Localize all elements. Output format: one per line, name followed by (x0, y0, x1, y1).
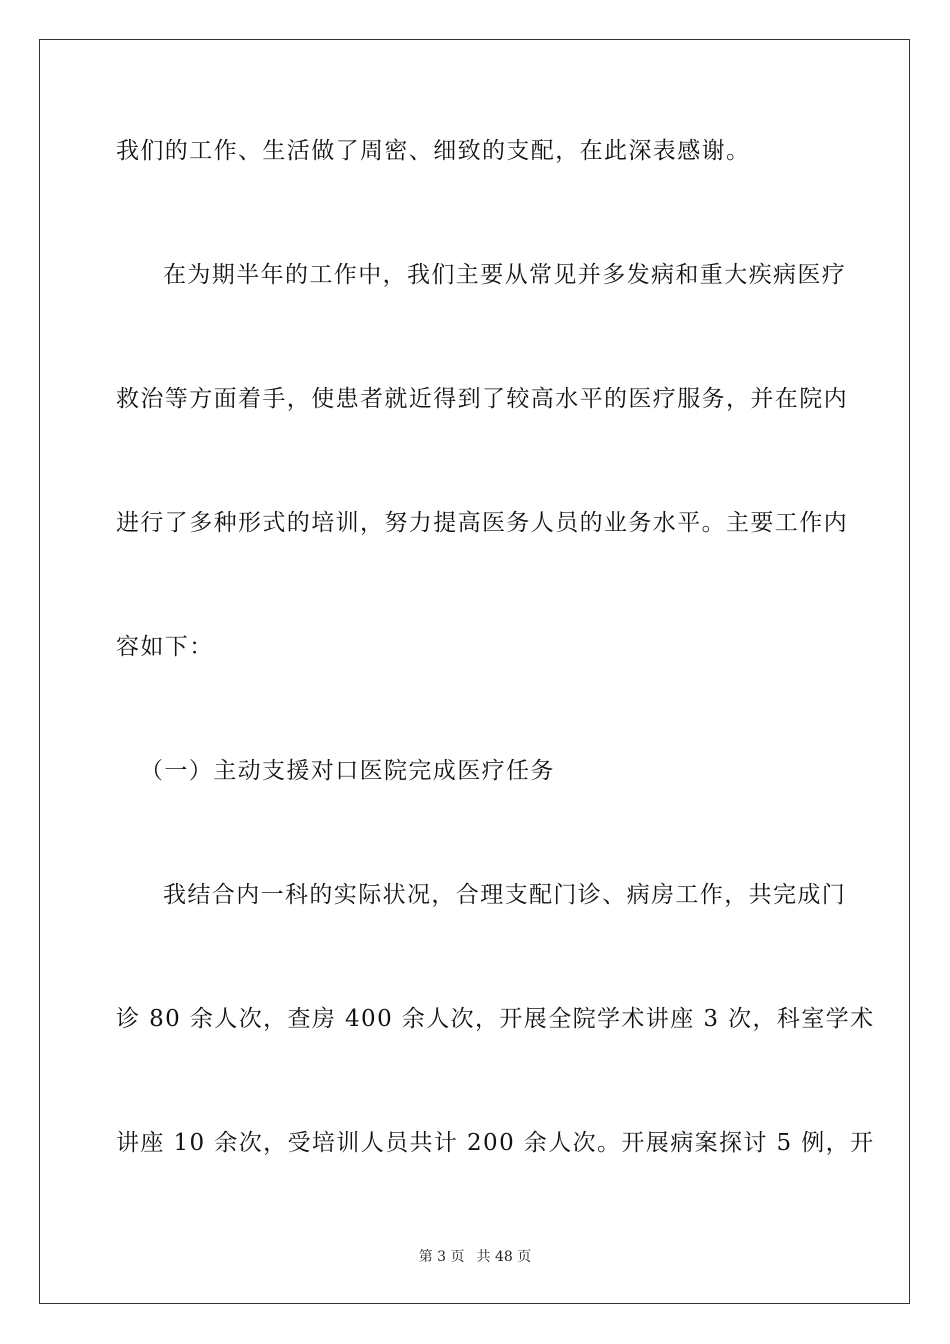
paragraph-line-5: 容如下： (116, 634, 214, 660)
page-total: 共 48 页 (476, 1249, 532, 1265)
paragraph-line-4: 进行了多种形式的培训，努力提高医务人员的业务水平。主要工作内 (116, 510, 848, 536)
page-footer (0, 1248, 950, 1266)
paragraph-line-9: 讲座 10 余次，受培训人员共计 200 余人次。开展病案探讨 5 例，开 (116, 1130, 875, 1156)
section-heading: （一）主动支援对口医院完成医疗任务 (140, 758, 555, 784)
page-border (39, 39, 910, 1304)
paragraph-line-3: 救治等方面着手，使患者就近得到了较高水平的医疗服务，并在院内 (116, 386, 848, 412)
paragraph-line-1: 我们的工作、生活做了周密、细致的支配，在此深表感谢。 (116, 138, 751, 164)
paragraph-line-7: 我结合内一科的实际状况，合理支配门诊、病房工作，共完成门 (163, 882, 847, 908)
page-number: 第 3 页 (418, 1249, 465, 1265)
paragraph-line-8: 诊 80 余人次，查房 400 余人次，开展全院学术讲座 3 次，科室学术 (116, 1006, 875, 1032)
paragraph-line-2: 在为期半年的工作中，我们主要从常见并多发病和重大疾病医疗 (163, 262, 847, 288)
